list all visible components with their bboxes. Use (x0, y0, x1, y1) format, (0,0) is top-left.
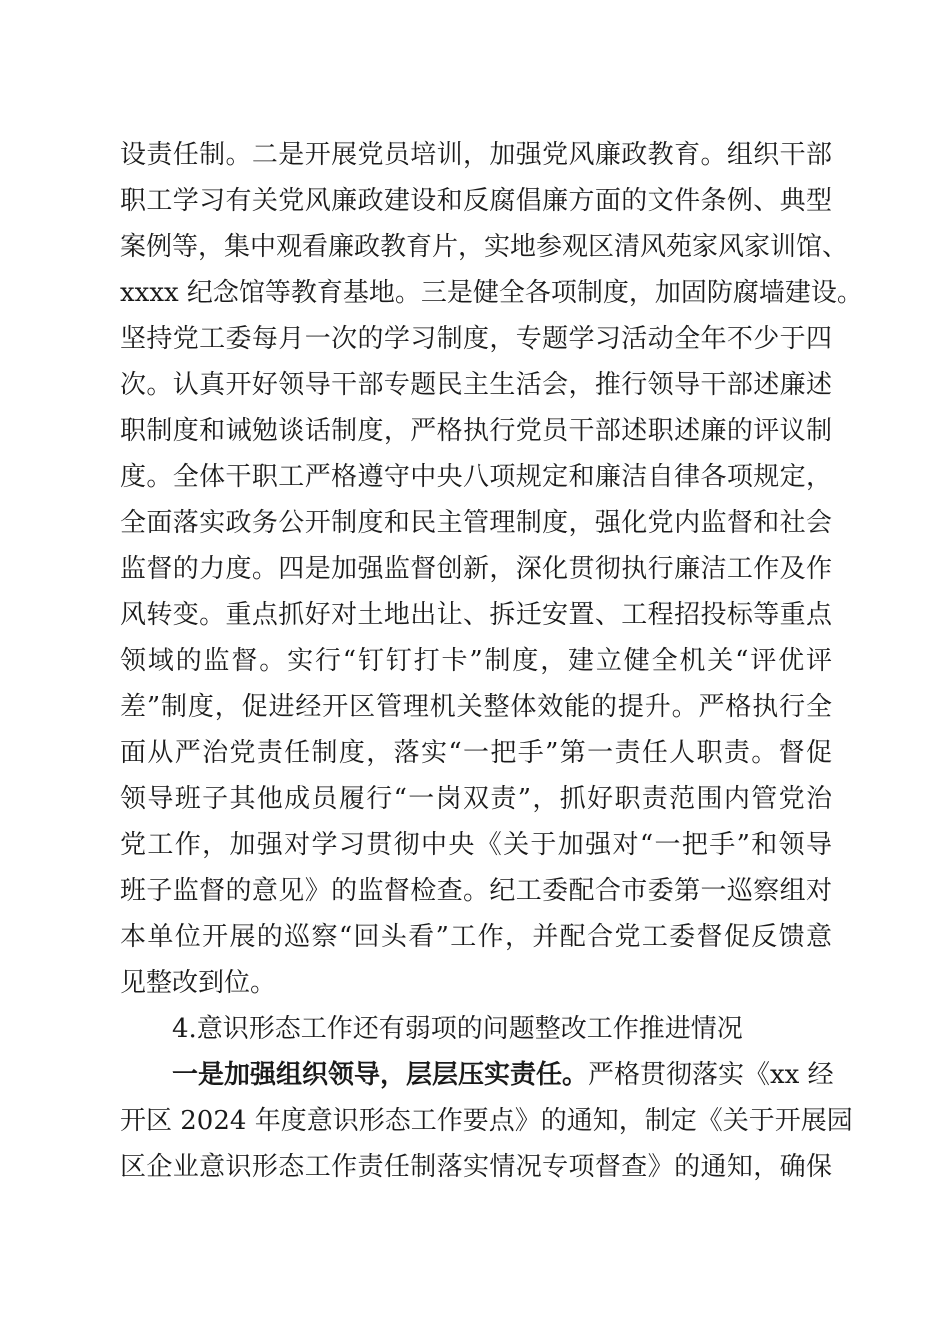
text-line: 职制度和诫勉谈话制度，严格执行党员干部述职述廉的评议制 (120, 416, 832, 446)
text-line: 差”制度，促进经开区管理机关整体效能的提升。严格执行全 (120, 692, 832, 722)
text-line: 面从严治党责任制度，落实“一把手”第一责任人职责。督促 (120, 738, 832, 768)
text-line: 设责任制。二是开展党员培训，加强党风廉政教育。组织干部 (120, 140, 832, 170)
text-line: 案例等，集中观看廉政教育片，实地参观区清风苑家风家训馆、 (120, 232, 849, 262)
text-line: 党工作，加强对学习贯彻中央《关于加强对“一把手”和领导 (120, 830, 832, 860)
text-line: 班子监督的意见》的监督检查。纪工委配合市委第一巡察组对 (120, 876, 832, 906)
lead-bold-text: 一是加强组织领导，层层压实责任。 (172, 1060, 589, 1090)
text-line: 见整改到位。 (120, 968, 277, 998)
text-line: 风转变。重点抓好对土地出让、拆迁安置、工程招投标等重点 (120, 600, 832, 630)
section-heading: 4.意识形态工作还有弱项的问题整改工作推进情况 (172, 1014, 743, 1044)
text-line: 开区 2024 年度意识形态工作要点》的通知，制定《关于开展园 (120, 1106, 853, 1136)
text-line: 区企业意识形态工作责任制落实情况专项督查》的通知，确保 (120, 1152, 832, 1182)
text-line: 坚持党工委每月一次的学习制度，专题学习活动全年不少于四 (120, 324, 832, 354)
text-line: xxxx 纪念馆等教育基地。三是健全各项制度，加固防腐墙建设。 (120, 278, 863, 308)
text-line: 全面落实政务公开制度和民主管理制度，强化党内监督和社会 (120, 508, 832, 538)
text-line: 本单位开展的巡察“回头看”工作，并配合党工委督促反馈意 (120, 922, 832, 952)
text-line: 监督的力度。四是加强监督创新，深化贯彻执行廉洁工作及作 (120, 554, 832, 584)
text-line: 次。认真开好领导干部专题民主生活会，推行领导干部述廉述 (120, 370, 832, 400)
text-line: 领导班子其他成员履行“一岗双责”，抓好职责范围内管党治 (120, 784, 832, 814)
text-line: 领域的监督。实行“钉钉打卡”制度，建立健全机关“评优评 (120, 646, 832, 676)
lead-rest-text: 严格贯彻落实《xx 经 (588, 1060, 834, 1090)
paragraph-first-line (172, 1052, 832, 1098)
text-line: 度。全体干职工严格遵守中央八项规定和廉洁自律各项规定， (120, 462, 832, 492)
text-line: 职工学习有关党风廉政建设和反腐倡廉方面的文件条例、典型 (120, 186, 832, 216)
